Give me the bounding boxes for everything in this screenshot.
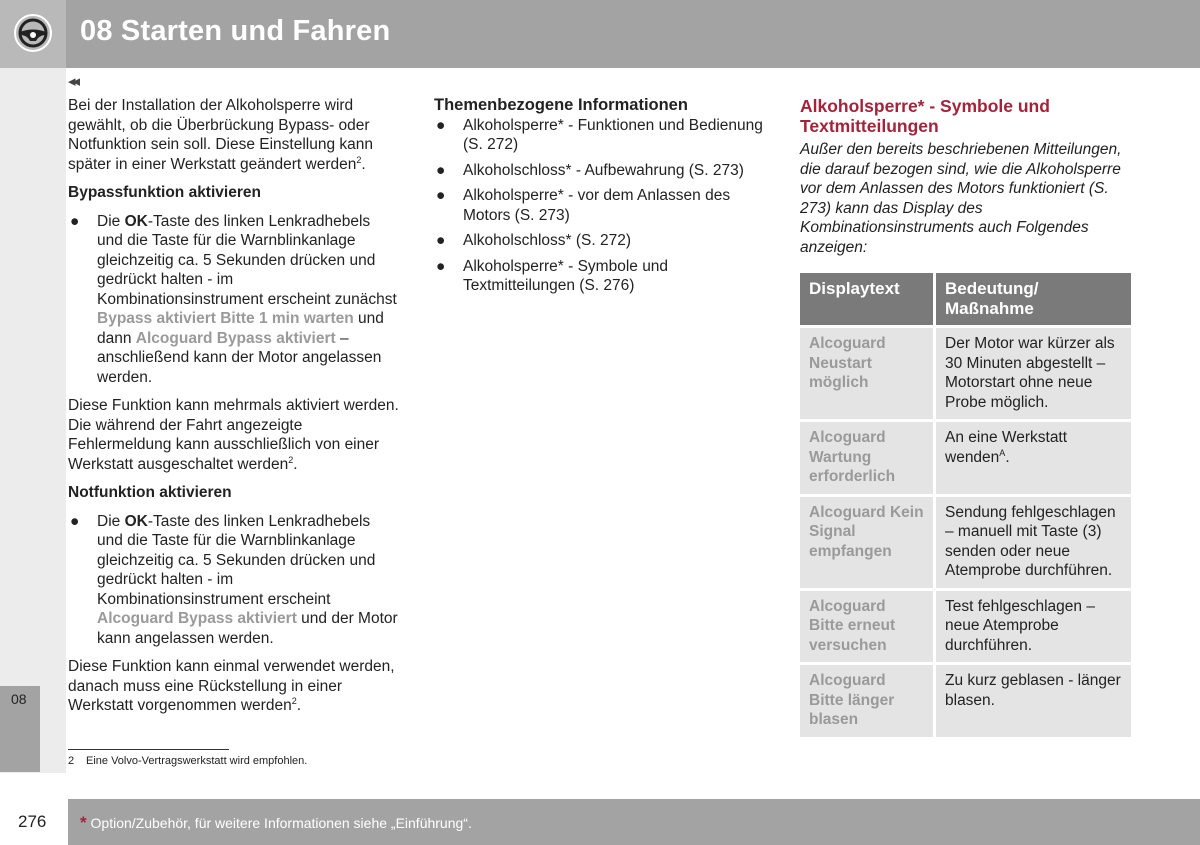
meaning-cell: An eine Werkstatt wenden$^A$. (936, 422, 1131, 497)
footnote (68, 755, 307, 767)
column-right (800, 96, 1132, 740)
meaning-cell: Zu kurz geblasen - länger blasen. (936, 665, 1131, 740)
section-heading: Alkoholsperre* - Symbole und Textmitteilungen (800, 96, 1050, 136)
messages-table (800, 273, 1131, 740)
related-link[interactable]: ● Alkoholsperre* - vor dem Anlassen des Motors (S. 273) (436, 187, 731, 224)
display-text-cell: Alcoguard Neustart möglich (800, 328, 936, 422)
footnote-divider (68, 749, 229, 750)
subheading-notfunktion: Notfunktion aktivieren (68, 484, 232, 501)
subheading-bypass: Bypassfunktion aktivieren (68, 184, 261, 201)
footer-note: * Option/Zubehör, für weitere Informationen siehe „Einführung“. (80, 813, 472, 832)
display-message: Alcoguard Bypass aktiviert (97, 610, 297, 627)
meaning-cell: Sendung fehlgeschlagen – manuell mit Taste (3) senden oder neue Atemprobe durchführen. (936, 497, 1131, 591)
display-text-cell: Alcoguard Kein Signal empfangen (800, 497, 936, 591)
chapter-tab-label: 08 (11, 691, 27, 707)
table-row (800, 591, 1131, 666)
display-message: Alcoguard Bypass aktiviert (135, 329, 336, 347)
list-item: ● Die OK-Taste des linken Lenkradhebels und die Taste für die Warnblinkanlage gleichzeitig ca. 5 Sekunden drücken und gedrückt halten - im Kombinationsinstrument erscheint zunächst Bypass aktiviert Bitte 1 min warten und dann Alcoguard Bypass aktiviert – anschließend kann der Motor angelassen werden. (70, 212, 397, 386)
display-text-cell: Alcoguard Bitte erneut versuchen (800, 591, 936, 666)
related-link[interactable]: ● Alkoholschloss* - Aufbewahrung (S. 273) (436, 161, 744, 179)
paragraph-bypass-info: Diese Funktion kann mehrmals aktiviert werden. Die während der Fahrt angezeigte Fehlermeldung kann ausschließlich von einer Werkstatt ausgeschaltet werden$^2$. (68, 397, 399, 473)
steering-wheel-icon (13, 13, 53, 53)
related-link[interactable]: ● Alkoholsperre* - Symbole und Textmitteilungen (S. 276) (436, 257, 669, 294)
table-row (800, 497, 1131, 591)
column-header-meaning: Bedeutung/ Maßnahme (936, 273, 1131, 328)
column-header-displaytext: Displaytext (800, 273, 936, 328)
table-header-row (800, 273, 1131, 328)
chapter-icon-box (0, 0, 66, 68)
table-row (800, 422, 1131, 497)
table-row (800, 665, 1131, 740)
related-info-heading: Themenbezogene Informationen (434, 96, 688, 114)
display-message: Bypass aktiviert Bitte 1 min warten (97, 310, 354, 327)
related-link[interactable]: ● Alkoholsperre* - Funktionen und Bedienung (S. 272) (436, 116, 763, 153)
side-strip (0, 68, 66, 773)
paragraph-notfunktion-info: Diese Funktion kann einmal verwendet werden, danach muss eine Rückstellung in einer Werkstatt vorgenommen werden$^2$. (68, 658, 395, 714)
section-intro: Außer den bereits beschriebenen Mitteilungen, die darauf bezogen sind, wie die Alkoholsperre vor dem Anlassen des Motors funktioniert (S. 273) kann das Display des Kombinationsinstruments auch Folgendes anzeigen: (800, 141, 1122, 256)
display-text-cell: Alcoguard Bitte länger blasen (800, 665, 936, 740)
paragraph-installation: Bei der Installation der Alkoholsperre wird gewählt, ob die Überbrückung Bypass- oder Notfunktion sein soll. Diese Einstellung kann später in einer Werkstatt geändert werden$^2$. (68, 97, 374, 173)
column-middle (434, 96, 766, 302)
footnote-text: Eine Volvo-Vertragswerkstatt wird empfohlen. (86, 755, 308, 767)
chapter-title: 08 Starten und Fahren (80, 15, 391, 47)
page-number: 276 (18, 812, 47, 831)
related-link[interactable]: ● Alkoholschloss* (S. 272) (436, 232, 631, 249)
meaning-cell: Der Motor war kürzer als 30 Minuten abgestellt – Motorstart ohne neue Probe möglich. (936, 328, 1131, 422)
table-row (800, 328, 1131, 422)
footnote-number: 2 (68, 755, 75, 767)
display-text-cell: Alcoguard Wartung erforderlich (800, 422, 936, 497)
chapter-header (0, 0, 1200, 68)
meaning-cell: Test fehlgeschlagen – neue Atemprobe durchführen. (936, 591, 1131, 666)
column-left (68, 96, 400, 725)
list-item: ● Die OK-Taste des linken Lenkradhebels und die Taste für die Warnblinkanlage gleichzeitig ca. 5 Sekunden drücken und gedrückt halten - im Kombinationsinstrument erscheint Alcoguard Bypass aktiviert und der Motor kann angelassen werden. (70, 512, 398, 647)
back-arrows-icon[interactable]: ◂◂ (68, 73, 78, 90)
option-star: * (80, 813, 87, 832)
